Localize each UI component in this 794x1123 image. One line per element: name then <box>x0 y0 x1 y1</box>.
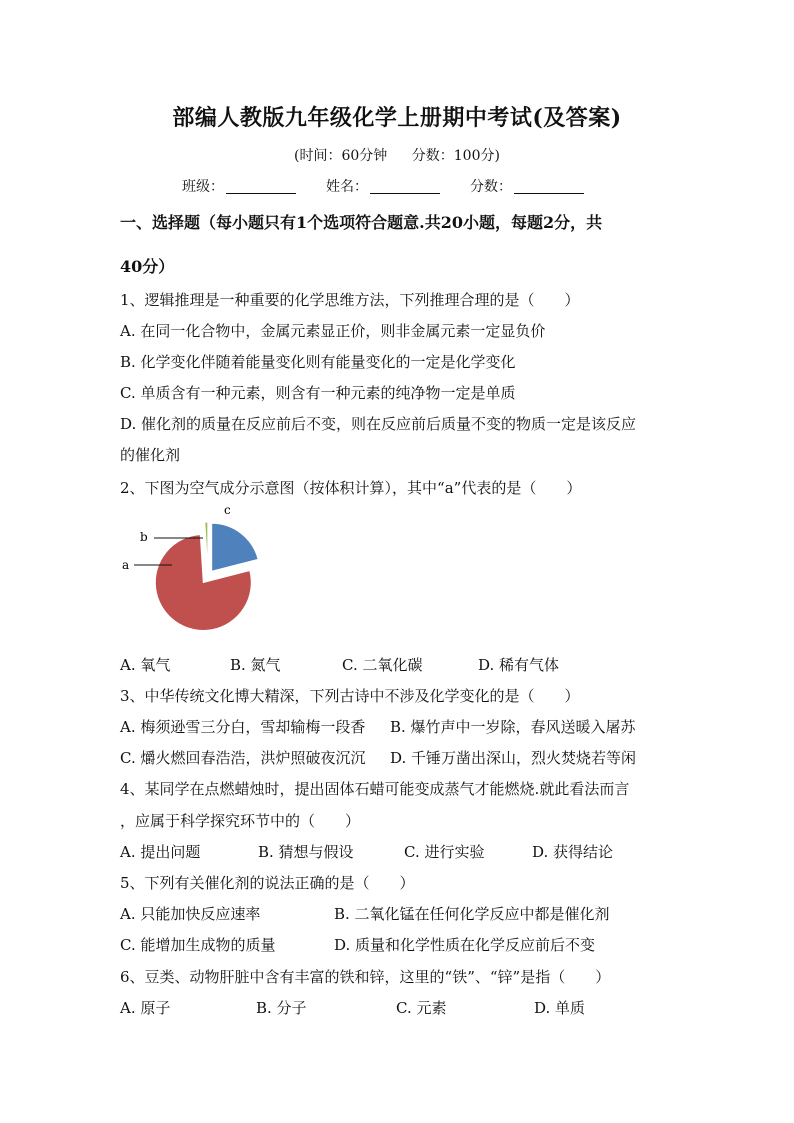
q4-option-a: A. 提出问题 <box>120 843 201 861</box>
exam-subtitle <box>0 145 794 165</box>
q3-option-b: B. 爆竹声中一岁除，春风送暖入屠苏 <box>390 718 636 736</box>
name-field <box>326 176 440 196</box>
q4-option-c: C. 进行实验 <box>404 843 485 861</box>
q1-option-a: A. 在同一化合物中，金属元素显正价，则非金属元素一定显负价 <box>120 322 546 340</box>
q1-option-c: C. 单质含有一种元素，则含有一种元素的纯净物一定是单质 <box>120 384 516 402</box>
exam-time: (时间：60分钟 <box>294 148 388 164</box>
q2-option-d: D. 稀有气体 <box>478 656 560 674</box>
score-field <box>470 176 584 196</box>
q1-option-d: D. 催化剂的质量在反应前后不变，则在反应前后质量不变的物质一定是该反应 <box>120 415 637 433</box>
score-label: 分数： <box>470 179 512 195</box>
q6-option-b: B. 分子 <box>256 999 307 1017</box>
q6-stem: 6、豆类、动物肝脏中含有丰富的铁和锌，这里的“铁”、“锌”是指（ ） <box>120 968 611 986</box>
pie-label-c: c <box>224 503 231 517</box>
q1-option-d-cont: 的催化剂 <box>120 446 181 464</box>
q4-option-d: D. 获得结论 <box>532 843 614 861</box>
q2-option-a: A. 氧气 <box>120 656 171 674</box>
q1-option-b: B. 化学变化伴随着能量变化则有能量变化的一定是化学变化 <box>120 353 516 371</box>
score-blank[interactable] <box>514 179 584 194</box>
name-blank[interactable] <box>370 179 440 194</box>
q2-option-c: C. 二氧化碳 <box>342 656 423 674</box>
q6-option-c: C. 元素 <box>396 999 447 1017</box>
q5-stem: 5、下列有关催化剂的说法正确的是（ ） <box>120 874 415 892</box>
pie-slice-b <box>205 522 208 570</box>
section-heading-line1: 一、选择题（每小题只有1个选项符合题意.共20小题，每题2分，共 <box>120 213 603 232</box>
air-composition-pie-chart <box>110 500 270 650</box>
class-field <box>182 176 296 196</box>
q1-stem: 1、逻辑推理是一种重要的化学思维方法，下列推理合理的是（ ） <box>120 291 580 309</box>
q5-option-a: A. 只能加快反应速率 <box>120 905 261 923</box>
q3-option-a: A. 梅须逊雪三分白，雪却输梅一段香 <box>120 718 366 736</box>
name-label: 姓名： <box>326 179 368 195</box>
q5-option-d: D. 质量和化学性质在化学反应前后不变 <box>334 936 596 954</box>
q2-stem: 2、下图为空气成分示意图（按体积计算），其中“a”代表的是（ ） <box>120 479 582 497</box>
q5-option-c: C. 能增加生成物的质量 <box>120 936 276 954</box>
q4-stem-cont: ，应属于科学探究环节中的（ ） <box>120 812 361 830</box>
exam-title: 部编人教版九年级化学上册期中考试(及答案) <box>172 105 622 131</box>
exam-score: 分数：100分) <box>411 148 500 164</box>
q3-stem: 3、中华传统文化博大精深，下列古诗中不涉及化学变化的是（ ） <box>120 687 580 705</box>
q3-option-d: D. 千锤万凿出深山，烈火焚烧若等闲 <box>390 749 637 767</box>
pie-slice-c <box>212 523 258 571</box>
section-heading-line2: 40分） <box>120 257 175 276</box>
class-label: 班级： <box>182 179 224 195</box>
class-blank[interactable] <box>226 179 296 194</box>
q6-option-d: D. 单质 <box>534 999 586 1017</box>
pie-label-a: a <box>122 558 130 572</box>
q4-stem: 4、某同学在点燃蜡烛时，提出固体石蜡可能变成蒸气才能燃烧.就此看法而言 <box>120 780 630 798</box>
q4-option-b: B. 猜想与假设 <box>258 843 354 861</box>
q3-option-c: C. 爝火燃回春浩浩，洪炉照破夜沉沉 <box>120 749 366 767</box>
q2-option-b: B. 氮气 <box>230 656 281 674</box>
q6-option-a: A. 原子 <box>120 999 171 1017</box>
q5-option-b: B. 二氧化锰在任何化学反应中都是催化剂 <box>334 905 610 923</box>
pie-label-b: b <box>140 530 148 544</box>
student-info-row <box>182 176 642 196</box>
